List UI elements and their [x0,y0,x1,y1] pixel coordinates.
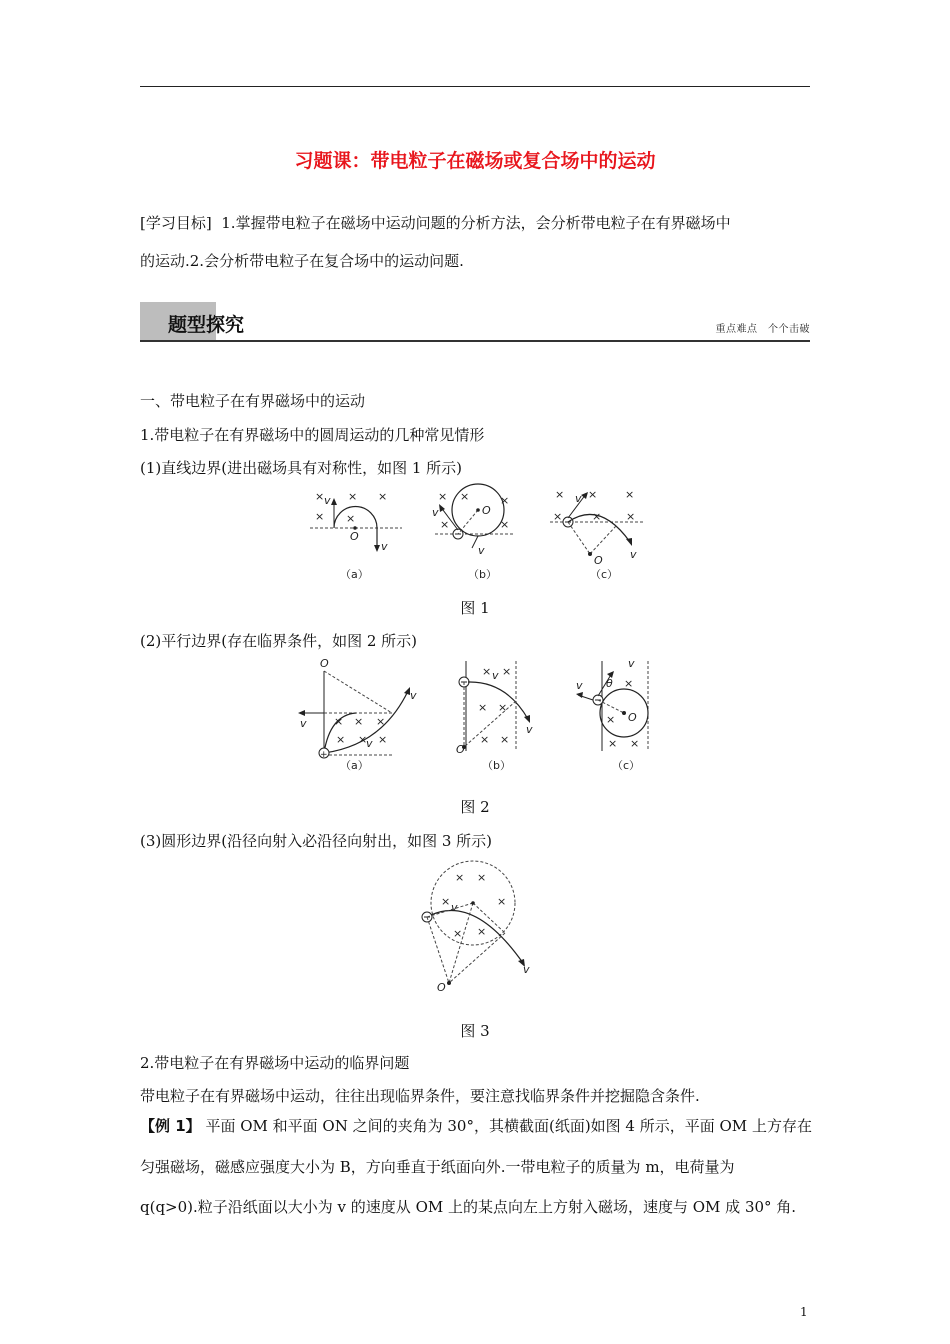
cross-mark: × [555,488,565,501]
cross-mark: × [553,510,563,523]
objectives-line-1 [140,212,731,233]
cross-mark: × [378,490,388,503]
cross-mark: × [440,518,450,531]
velocity-label: v [523,963,530,976]
center-label: O [482,504,491,517]
angle-label: θ [606,677,613,690]
center-label: O [320,657,329,670]
velocity-label: v [300,717,307,730]
figure-1 [300,480,660,590]
figure-2b [456,661,533,772]
cross-mark: × [453,927,463,940]
subfigure-a-label: （a） [340,759,369,772]
case-3-text: (3)圆形边界(沿径向射入必沿径向射出，如图 3 所示) [140,832,493,850]
cross-mark: × [378,733,388,746]
heading-1: 一、带电粒子在有界磁场中的运动 [140,392,366,410]
cross-mark: × [630,737,640,750]
figure-2 [292,655,662,777]
case-1-text: (1)直线边界(进出磁场具有对称性，如图 1 所示) [140,459,463,477]
figure-2-caption: 图 2 [460,798,490,816]
cross-mark: × [460,490,470,503]
figure-3-caption: 图 3 [460,1022,490,1040]
example-text-2: 匀强磁场，磁感应强度大小为 B，方向垂直于纸面向外.一带电粒子的质量为 m，电荷量为 [140,1158,735,1176]
figure-1b [432,484,515,581]
velocity-label: v [478,544,485,557]
cross-mark: × [478,701,488,714]
objectives-text-1: 1.掌握带电粒子在磁场中运动问题的分析方法，会分析带电粒子在有界磁场中 [221,214,731,232]
cross-mark: × [500,518,510,531]
velocity-label: v [432,506,439,519]
velocity-label: v [526,723,533,736]
example-tag: 【例 1】 [140,1117,201,1135]
section-rule [140,340,810,342]
example-text-1: 平面 OM 和平面 ON 之间的夹角为 30°，其横截面(纸面)如图 4 所示，平面 OM 上方存在 [205,1117,812,1135]
page-title: 习题课：带电粒子在磁场或复合场中的运动 [294,150,656,172]
objectives-label: [学习目标] [140,214,212,232]
cross-mark: × [624,677,634,690]
velocity-label: v [324,494,331,507]
heading-1-2: 2.带电粒子在有界磁场中运动的临界问题 [140,1054,410,1072]
velocity-label: v [575,492,582,505]
heading-1-1: 1.带电粒子在有界磁场中的圆周运动的几种常见情形 [140,426,485,444]
center-label: O [628,711,637,724]
cross-mark: × [480,733,490,746]
case-2-text: (2)平行边界(存在临界条件，如图 2 所示) [140,632,418,650]
section-heading: 题型探究 [168,314,245,336]
velocity-label: v [366,737,373,750]
cross-mark: × [498,701,508,714]
figure-1a [310,490,402,581]
center-label: O [594,554,603,567]
example-text-3: q(q>0).粒子沿纸面以大小为 v 的速度从 OM 上的某点向左上方射入磁场，速度与 OM 成 30° 角. [140,1198,797,1216]
cross-mark: × [497,895,507,908]
figure-1c [550,488,643,581]
velocity-label: v [410,689,417,702]
cross-mark: × [502,665,512,678]
figure-2a [298,657,417,772]
cross-mark: × [354,715,364,728]
velocity-label: v [628,657,635,670]
example-line-1 [140,1115,812,1136]
cross-mark: × [588,488,598,501]
cross-mark: × [358,733,368,746]
cross-mark: × [455,871,465,884]
cross-mark: × [346,512,356,525]
objectives-text-2: 的运动.2.会分析带电粒子在复合场中的运动问题. [140,252,464,270]
velocity-label: v [630,548,637,561]
center-label: O [437,981,446,994]
cross-mark: × [500,494,510,507]
section-header [140,302,810,342]
cross-mark: × [334,715,344,728]
cross-mark: × [477,925,487,938]
cross-mark: × [348,490,358,503]
cross-mark: × [336,733,346,746]
figure-1-caption: 图 1 [460,599,490,617]
cross-mark: × [482,665,492,678]
page-number: 1 [800,1305,808,1319]
cross-mark: × [606,713,616,726]
cross-mark: × [477,871,487,884]
figure-3 [415,855,545,995]
cross-mark: × [438,490,448,503]
charge-plus: + [320,750,328,760]
subfigure-c-label: （c） [612,759,641,772]
velocity-label: v [381,540,388,553]
header-rule [140,86,810,87]
cross-mark: × [625,488,635,501]
subfigure-a-label: （a） [340,568,369,581]
cross-mark: × [315,510,325,523]
velocity-label: v [576,679,583,692]
cross-mark: × [608,737,618,750]
section-right-label: 重点难点 个个击破 [715,324,810,335]
subfigure-b-label: （b） [482,759,511,772]
subfigure-c-label: （c） [590,568,619,581]
cross-mark: × [626,510,636,523]
cross-mark: × [592,510,602,523]
center-label: O [350,530,359,543]
cross-mark: × [500,733,510,746]
figure-2c [576,657,648,772]
cross-mark: × [441,895,451,908]
center-label: O [456,743,465,756]
subfigure-b-label: （b） [468,568,497,581]
cross-mark: × [376,715,386,728]
velocity-label: v [451,901,458,914]
critical-paragraph: 带电粒子在有界磁场中运动，往往出现临界条件，要注意找临界条件并挖掘隐含条件. [140,1087,700,1105]
cross-mark: × [315,490,325,503]
velocity-label: v [492,669,499,682]
